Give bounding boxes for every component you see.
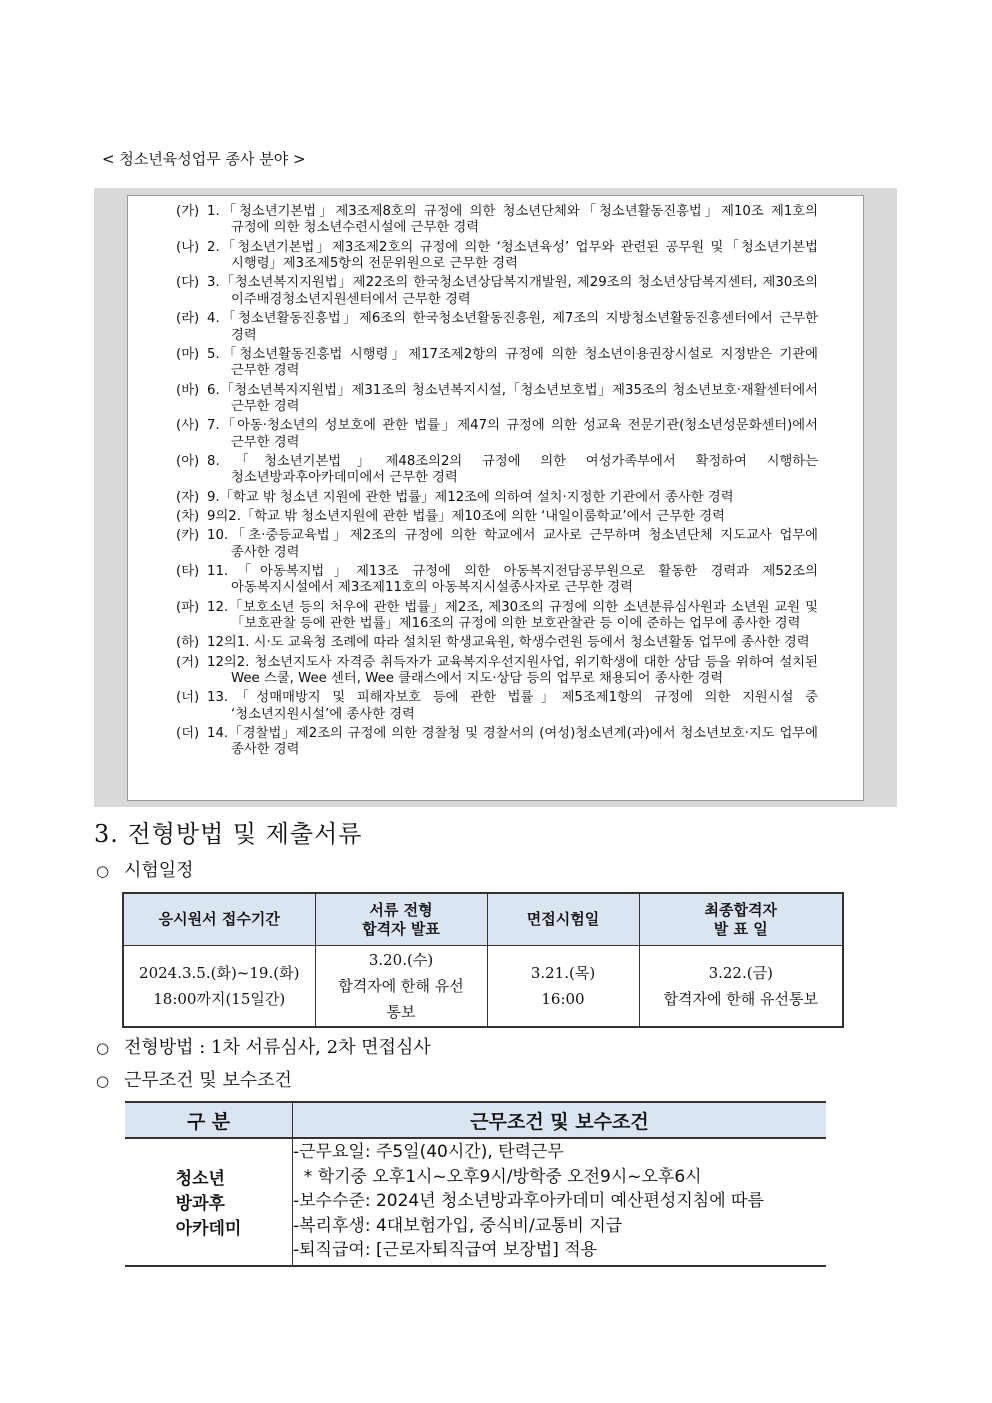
work-header-category: 구 분 [125,1103,293,1137]
eligibility-item-marker: (거) [176,654,200,670]
eligibility-item-marker: (하) [176,635,200,651]
work-condition-line: -복리후생: 4대보험가입, 중식비/교통비 지급 [293,1215,623,1236]
method-bullet-text: 전형방법 : 1차 서류심사, 2차 면접심사 [124,1037,431,1058]
schedule-cell-final-result [639,946,843,1028]
schedule-cell-application [123,946,315,1028]
eligibility-item [176,347,818,380]
work-conditions-table [125,1101,826,1267]
work-header-row [125,1101,826,1139]
eligibility-item-marker: (카) [176,528,200,544]
cell-text: 서류 전형 합격자 발표 [362,900,440,938]
eligibility-item-text: 12의1. 시·도 교육청 조례에 따라 설치된 학생교육원, 학생수련원 등에서 청소년활동 업무에 종사한 경력 [207,635,810,651]
eligibility-item-text: 9의2.「학교 밖 청소년지원에 관한 법률」제10조에 의한 ‘내일이룸학교’에서 근무한 경력 [207,508,725,524]
circle-bullet-icon: ○ [96,1072,110,1090]
eligibility-item-text: 9.「학교 밖 청소년 지원에 관한 법률」제12조에 의하여 설치·지정한 기관에서 종사한 경력 [207,489,734,505]
schedule-row [123,946,843,1028]
eligibility-item-text: 14.「경찰법」제2조의 규정에 의한 경찰청 및 경찰서의 (여성)청소년계(과)에서 청소년보호·지도 업무에 종사한 경력 [207,726,818,758]
cell-text: 3.21.(목) 16:00 [530,964,596,1008]
eligibility-item [176,311,818,344]
work-header-conditions: 근무조건 및 보수조건 [470,1110,649,1133]
section-3-heading: 3. 전형방법 및 제출서류 [94,820,363,848]
work-conditions-list [293,1139,826,1265]
eligibility-item-text: 13.「성매매방지 및 피해자보호 등에 관한 법률」제5조제1항의 규정에 의한 지원시설 중 ‘청소년지원시설’에 종사한 경력 [207,690,818,722]
schedule-header-final-result [639,893,843,946]
eligibility-item-marker: (다) [176,275,200,291]
section-caption: < 청소년육성업무 종사 분야 > [102,150,306,168]
eligibility-item-marker: (타) [176,563,200,579]
work-category-label [125,1139,293,1265]
eligibility-item-text: 7.「아동·청소년의 성보호에 관한 법률」제47의 규정에 의한 성교육 전문기관(청소년성문화센터)에서 근무한 경력 [207,418,818,450]
eligibility-item [176,204,818,237]
eligibility-item [176,383,818,416]
eligibility-item [176,564,818,597]
schedule-header-row [123,893,843,946]
work-condition-line: * 학기중 오후1시~오후9시/방학중 오전9시~오후6시 [293,1166,702,1187]
eligibility-item [176,635,818,651]
eligibility-item-marker: (자) [176,489,200,505]
eligibility-item-text: 12.「보호소년 등의 처우에 관한 법률」제2조, 제30조의 규정에 의한 소년분류심사원과 소년원 교원 및「보호관찰 등에 관한 법률」제16조의 규정에 의한 보호관찰관 등 이에 준하는 업무에 종사한 경력 [207,599,818,632]
schedule-header-interview [487,893,639,946]
eligibility-item-text: 10.「초·중등교육법」제2조의 규정에 의한 학교에서 교사로 근무하며 청소년단체 지도교사 업무에 종사한 경력 [207,528,818,560]
work-bullet [96,1066,292,1092]
eligibility-item-marker: (차) [176,508,200,524]
eligibility-item-text: 11.「아동복지법」제13조 규정에 의한 아동복지전담공무원으로 활동한 경력과 제52조의 아동복지시설에서 제3조제11호의 아동복지시설종사자로 근무한 경력 [207,563,818,596]
eligibility-box [127,195,864,801]
eligibility-item-text: 5.「청소년활동진흥법 시행령」제17조제2항의 규정에 의한 청소년이용권장시설로 지정받은 기관에 근무한 경력 [207,346,818,379]
eligibility-item-marker: (나) [176,239,200,255]
eligibility-item-marker: (사) [176,418,200,434]
eligibility-item [176,240,818,273]
eligibility-item-text: 2.「청소년기본법」제3조제2호의 규정에 의한 ‘청소년육성’ 업무와 관련된 공무원 및「청소년기본법 시행령」제3조제5항의 전문위원으로 근무한 경력 [207,239,818,272]
eligibility-item-text: 6.「청소년복지지원법」제31조의 청소년복지시설,「청소년보호법」제35조의 청소년보호·재활센터에서 근무한 경력 [207,382,818,414]
eligibility-item-marker: (바) [176,382,200,398]
eligibility-item-marker: (아) [176,453,200,469]
work-condition-line: -퇴직급여: [근로자퇴직급여 보장법] 적용 [293,1240,598,1261]
schedule-bullet [96,856,194,882]
eligibility-item-text: 12의2. 청소년지도사 자격증 취득자가 교육복지우선지원사업, 위기학생에 대한 상담 등을 위하여 설치된 Wee 스쿨, Wee 센터, Wee 클래스에서 지도·상담 등의 업무로 채용되어 종사한 경력 [207,654,818,687]
cell-text: 면접시험일 [526,910,600,928]
work-body-row [125,1139,826,1267]
eligibility-item [176,726,818,759]
schedule-bullet-text: 시험일정 [124,860,194,881]
eligibility-item-text: 8.「청소년기본법」제48조의2의 규정에 의한 여성가족부에서 확정하여 시행하는 청소년방과후아카데미에서 근무한 경력 [207,453,818,486]
work-bullet-text: 근무조건 및 보수조건 [124,1070,292,1091]
schedule-cell-interview [487,946,639,1028]
eligibility-list [176,204,818,762]
eligibility-item-text: 4.「청소년활동진흥법」제6조의 한국청소년활동진흥원, 제7조의 지방청소년활동진흥센터에서 근무한 경력 [207,311,818,343]
work-condition-line: -보수수준: 2024년 청소년방과후아카데미 예산편성지침에 따름 [293,1191,764,1212]
eligibility-item [176,454,818,487]
eligibility-item [176,690,818,723]
eligibility-item [176,275,818,308]
eligibility-item [176,528,818,561]
cell-text: 최종합격자 발 표 일 [704,900,777,938]
cell-text: 청소년 방과후 아카데미 [175,1168,242,1239]
eligibility-item-marker: (라) [176,311,200,327]
eligibility-item-marker: (더) [176,726,200,742]
method-bullet [96,1033,431,1059]
schedule-header-document-result [315,893,487,946]
eligibility-item-text: 1.「청소년기본법」제3조제8호의 규정에 의한 청소년단체와「청소년활동진흥법」제10조 제1호의 규정에 의한 청소년수련시설에 근무한 경력 [207,204,818,236]
cell-text: 응시원서 접수기간 [158,910,280,928]
eligibility-item-text: 3.「청소년복지지원법」제22조의 한국청소년상담복지개발원, 제29조의 청소년상담복지센터, 제30조의 이주배경청소년지원센터에서 근무한 경력 [207,275,818,307]
eligibility-item-marker: (너) [176,690,200,706]
schedule-header-application [123,893,315,946]
eligibility-item-marker: (파) [176,599,200,615]
eligibility-item [176,490,818,506]
eligibility-item [176,418,818,451]
eligibility-item [176,509,818,525]
circle-bullet-icon: ○ [96,1039,110,1057]
schedule-cell-document-result [315,946,487,1028]
schedule-table [122,892,844,1028]
cell-text: 2024.3.5.(화)~19.(화) 18:00까지(15일간) [139,964,300,1008]
work-condition-line: -근무요일: 주5일(40시간), 탄력근무 [293,1142,564,1162]
eligibility-item-marker: (가) [176,204,200,219]
eligibility-item [176,655,818,688]
cell-text: 3.22.(금) 합격자에 한해 유선통보 [663,964,818,1008]
eligibility-item-marker: (마) [176,346,200,362]
cell-text: 3.20.(수) 합격자에 한해 유선 통보 [338,951,464,1021]
circle-bullet-icon: ○ [96,862,110,880]
eligibility-item [176,600,818,633]
